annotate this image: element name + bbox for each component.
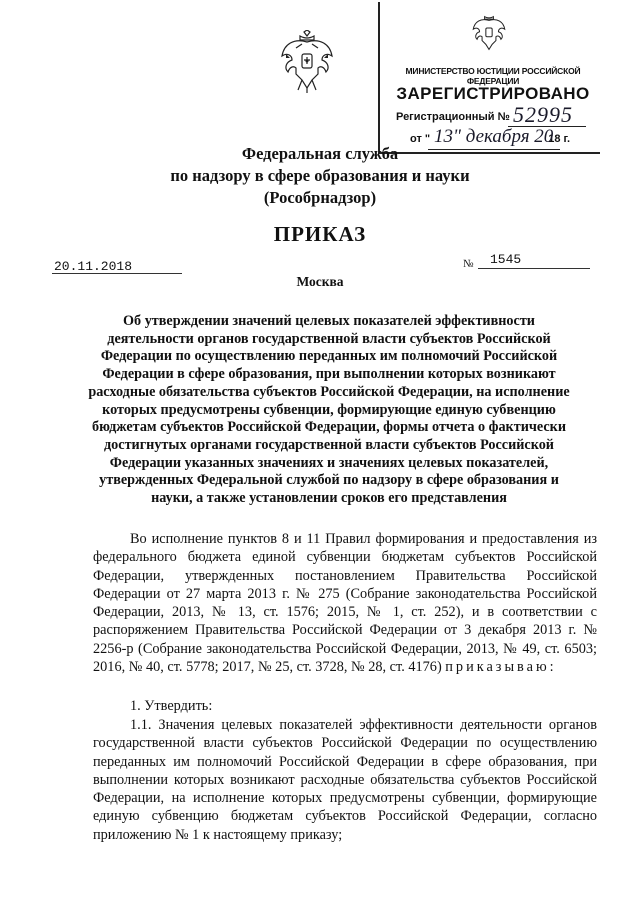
city: Москва [296,274,344,289]
order-word: приказываю: [445,659,557,676]
order-subject: Об утверждении значений целевых показателей эффективности деятельности органов государственной власти субъектов Российской Федерации по осуществлению переданных им полномочий Российской Федерации в сфере образования, при выполнении которых возникают расходные обязательства субъектов Российской Федерации, на исполнение которых предусмотрены субвенции, формирующие единую субвенцию бюджетам субъектов Российской Федерации, формы отчета о фактически достигнутых органами государственной власти субъектов Российской Федерации указанных значениях и значениях целевых показателей, утвержденных Федеральной службой по надзору в сфере образования и науки, а также установлении сроков его представления [88,313,570,507]
stamp-reg-label: Регистрационный № [396,111,510,123]
item-1: 1. Утвердить: [130,698,213,714]
stamp-registered-label: ЗАРЕГИСТРИРОВАНО [396,84,590,103]
state-emblem-icon [280,30,334,94]
preamble-paragraph [93,530,597,676]
stamp-emblem-icon [472,12,506,54]
order-number-underline [478,268,590,269]
stamp-date-suffix: 18 г. [548,133,571,145]
org-name-line2: по надзору в сфере образования и науки [170,166,470,185]
item-1-1: 1.1. Значения целевых показателей эффективности деятельности органов государственной власти субъектов Российской Федерации по осуществлению переданных им полномочий Российской Федерации в сфере образования, при выполнении которых возникают расходные обязательства субъектов Российской Федерации, на исполнение которых предусмотрены субвенции, формирующие единую субвенцию бюджетам субъектов Российской Федерации, согласно приложению № 1 к настоящему приказу; [93,717,597,843]
stamp-ministry-name: МИНИСТЕРСТВО ЮСТИЦИИ РОССИЙСКОЙ ФЕДЕРАЦИИ [405,66,581,86]
stamp-date-prefix: от " [410,133,431,145]
order-number: 1545 [490,252,522,267]
order-number-sign: № [463,258,474,270]
stamp-reg-number: 52995 [513,102,573,127]
order-date: 20.11.2018 [54,259,133,274]
org-name-line1: Федеральная служба [241,144,399,163]
org-name-line3: (Рособрнадзор) [263,188,377,207]
document-type-title: ПРИКАЗ [273,222,367,246]
stamp-date-handwritten: 13" декабря 20 [434,126,554,147]
preamble-text: Во исполнение пунктов 8 и 11 Правил формирования и предоставления из федерального бюджета единой субвенции бюджетам субъектов Российской Федерации, утвержденных постановлением Правительства Российской Федерации от 27 марта 2013 г. № 275 (Собрание законодательства Российской Федерации, 2013, № 13, ст. 1576; 2015, № 1, ст. 252), и в соответствии с распоряжением Правительства Российской Федерации от 3 декабря 2013 г. № 2256-р (Собрание законодательства Российской Федерации, 2013, № 49, ст. 6503; 2016, № 40, ст. 5778; 2017, № 25, ст. 3728, № 28, ст. 4176) [93,531,597,676]
registration-stamp [378,2,600,154]
